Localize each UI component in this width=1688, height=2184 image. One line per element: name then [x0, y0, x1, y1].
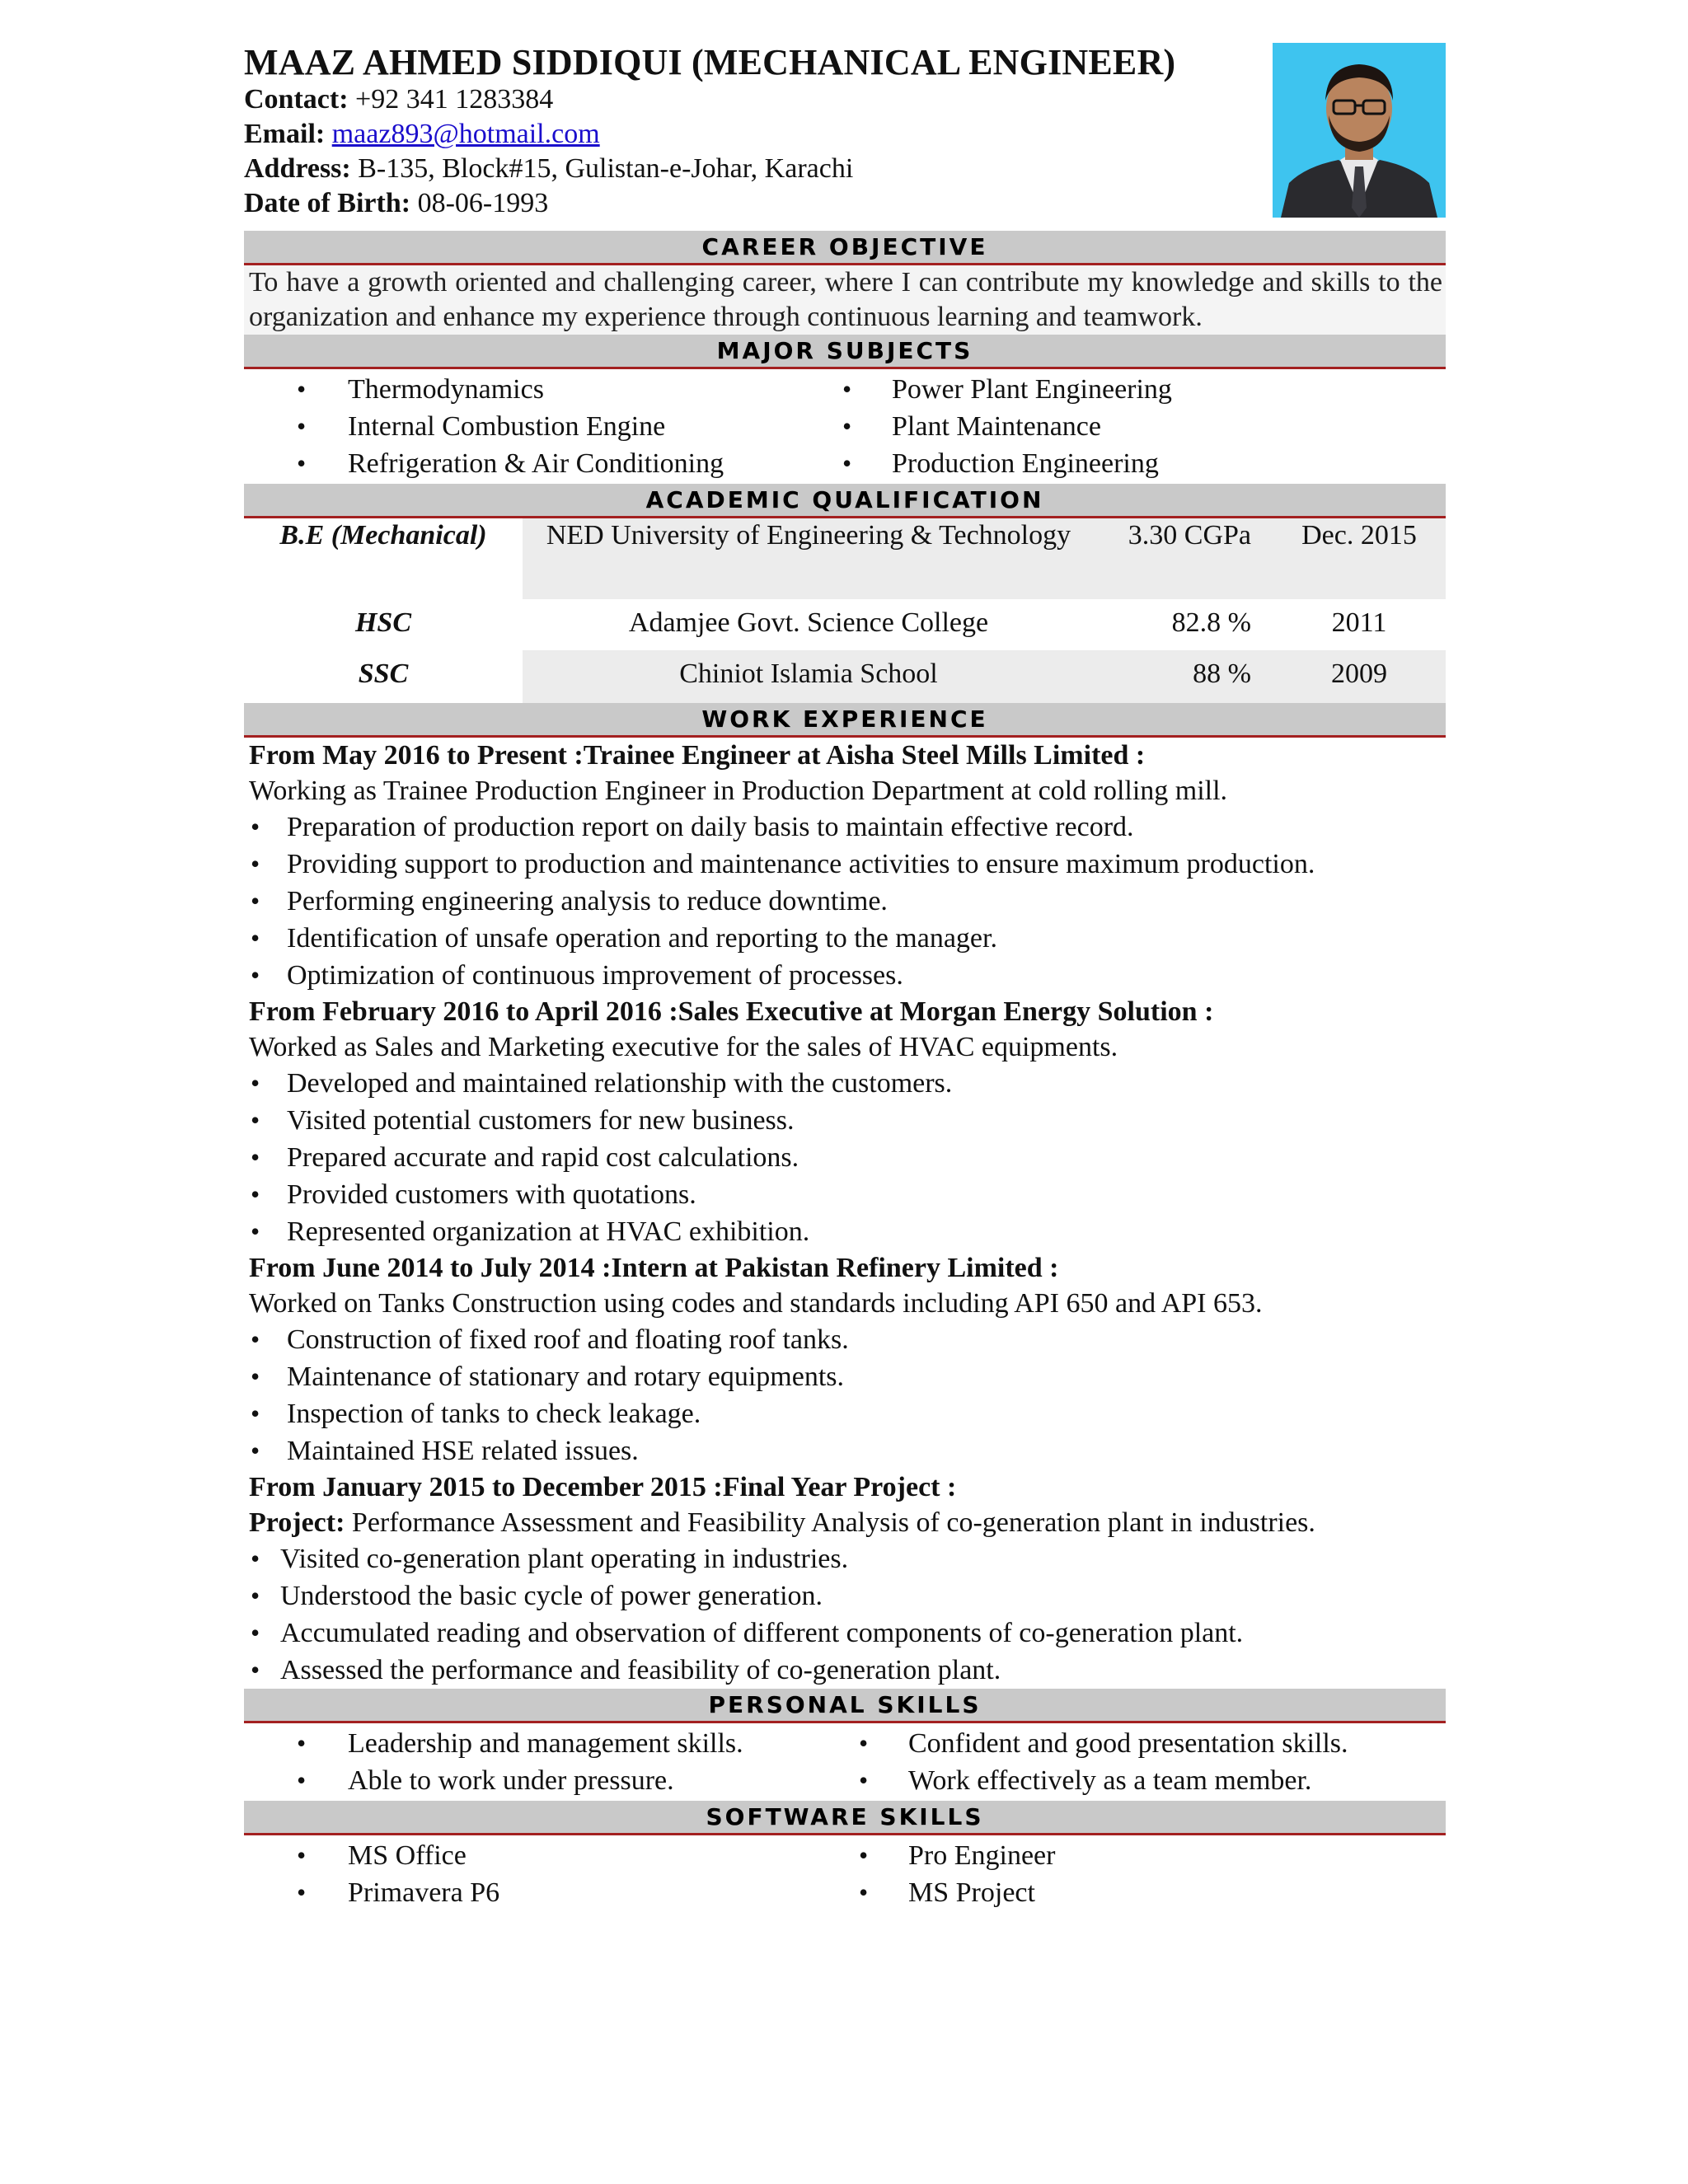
list-item: • Internal Combustion Engine: [244, 408, 837, 445]
profile-photo: [1273, 43, 1446, 218]
list-item: • Assessed the performance and feasibility of co-generation plant.: [249, 1652, 1446, 1689]
personal-skills-left: [244, 1725, 854, 1799]
list-item: • Represented organization at HVAC exhibition.: [249, 1213, 1446, 1250]
job-title: From May 2016 to Present :Trainee Engineer at Aisha Steel Mills Limited :: [249, 740, 1146, 771]
list-item: • Thermodynamics: [244, 371, 837, 408]
software-skills-right: [854, 1837, 1446, 1911]
subjects-right-column: [837, 371, 1446, 482]
degree-cell: SSC: [358, 658, 409, 689]
section-work-experience: WORK EXPERIENCE: [244, 703, 1446, 738]
degree-cell: HSC: [354, 607, 412, 638]
list-item: • Confident and good presentation skills.: [854, 1725, 1446, 1762]
year-cell: 2009: [1273, 650, 1446, 703]
job-title: From January 2015 to December 2015 :Final Year Project :: [249, 1472, 957, 1502]
list-item: • Power Plant Engineering: [837, 371, 1446, 408]
personal-skills-list: [244, 1723, 1446, 1801]
job-description: [249, 1506, 1446, 1540]
list-item: • MS Office: [244, 1837, 854, 1874]
address-value: B-135, Block#15, Gulistan-e-Johar, Karachi: [350, 153, 854, 184]
job-bullets: [249, 1540, 1446, 1689]
list-item: • Accumulated reading and observation of different components of co-generation plant.: [249, 1615, 1446, 1652]
work-experience-list: [244, 738, 1446, 1689]
email-label: Email:: [244, 119, 326, 149]
list-item: • Inspection of tanks to check leakage.: [249, 1395, 1446, 1432]
project-label: Project:: [249, 1507, 345, 1538]
job-bullets: [249, 808, 1446, 994]
section-career-objective: CAREER OBJECTIVE: [244, 231, 1446, 265]
resume-page: [244, 43, 1446, 1913]
job-title: From February 2016 to April 2016 :Sales Executive at Morgan Energy Solution :: [249, 996, 1214, 1027]
email-line: [244, 117, 1446, 152]
section-academic-qualification: ACADEMIC QUALIFICATION: [244, 484, 1446, 518]
list-item: • Leadership and management skills.: [244, 1725, 854, 1762]
list-item: • Provided customers with quotations.: [249, 1176, 1446, 1213]
list-item: • Understood the basic cycle of power generation.: [249, 1577, 1446, 1615]
grade-cell: 3.30 CGPa: [1095, 518, 1273, 599]
list-item: • Plant Maintenance: [837, 408, 1446, 445]
list-item: • Construction of fixed roof and floating roof tanks.: [249, 1321, 1446, 1358]
contact-value: +92 341 1283384: [348, 84, 554, 115]
subjects-list: [244, 369, 1446, 484]
list-item: • Primavera P6: [244, 1874, 854, 1911]
institute-cell: Chiniot Islamia School: [523, 650, 1095, 703]
list-item: • Preparation of production report on daily basis to maintain effective record.: [249, 808, 1446, 846]
job-bullets: [249, 1065, 1446, 1250]
list-item: • Identification of unsafe operation and reporting to the manager.: [249, 920, 1446, 957]
list-item: • Maintained HSE related issues.: [249, 1432, 1446, 1469]
section-major-subjects: MAJOR SUBJECTS: [244, 335, 1446, 369]
year-cell: 2011: [1331, 607, 1387, 638]
list-item: • Visited potential customers for new business.: [249, 1102, 1446, 1139]
list-item: • Work effectively as a team member.: [854, 1762, 1446, 1799]
job-title: From June 2014 to July 2014 :Intern at Pakistan Refinery Limited :: [249, 1253, 1059, 1283]
year-cell: Dec. 2015: [1273, 518, 1446, 599]
list-item: • Providing support to production and maintenance activities to ensure maximum production.: [249, 846, 1446, 883]
dob-value: 08-06-1993: [410, 188, 549, 218]
candidate-name: MAAZ AHMED SIDDIQUI (MECHANICAL ENGINEER): [244, 42, 1176, 82]
contact-line: [244, 82, 1446, 117]
list-item: • Pro Engineer: [854, 1837, 1446, 1874]
job-description: Working as Trainee Production Engineer in Production Department at cold rolling mill.: [249, 776, 1228, 806]
table-row: [244, 518, 1446, 599]
institute-cell: Adamjee Govt. Science College: [628, 607, 989, 638]
email-link[interactable]: maaz893@hotmail.com: [331, 119, 600, 149]
list-item: • Production Engineering: [837, 445, 1446, 482]
dob-label: Date of Birth:: [244, 188, 411, 218]
job-description: Worked on Tanks Construction using codes and standards including API 650 and API 653.: [249, 1288, 1263, 1319]
dob-line: [244, 186, 1446, 221]
resume-header: [244, 43, 1446, 231]
address-label: Address:: [244, 153, 351, 184]
institute-cell: NED University of Engineering & Technology: [523, 518, 1095, 599]
job-bullets: [249, 1321, 1446, 1469]
academic-table: [244, 518, 1446, 703]
subjects-left-column: [244, 371, 837, 482]
list-item: • Optimization of continuous improvement of processes.: [249, 957, 1446, 994]
grade-cell: 88 %: [1095, 650, 1273, 703]
contact-label: Contact:: [244, 84, 349, 115]
degree-cell: B.E (Mechanical): [279, 520, 487, 551]
list-item: • Performing engineering analysis to reduce downtime.: [249, 883, 1446, 920]
software-skills-left: [244, 1837, 854, 1911]
list-item: • Maintenance of stationary and rotary equipments.: [249, 1358, 1446, 1395]
list-item: • Visited co-generation plant operating in industries.: [249, 1540, 1446, 1577]
section-software-skills: SOFTWARE SKILLS: [244, 1801, 1446, 1835]
objective-text: To have a growth oriented and challenging career, where I can contribute my knowledge and skills to the organization and enhance my experience through continuous learning and teamwork.: [244, 265, 1446, 335]
job-description: Worked as Sales and Marketing executive for the sales of HVAC equipments.: [249, 1032, 1118, 1062]
list-item: • Able to work under pressure.: [244, 1762, 854, 1799]
table-row: [244, 599, 1446, 650]
list-item: • MS Project: [854, 1874, 1446, 1911]
list-item: • Refrigeration & Air Conditioning: [244, 445, 837, 482]
personal-skills-right: [854, 1725, 1446, 1799]
list-item: • Prepared accurate and rapid cost calculations.: [249, 1139, 1446, 1176]
address-line: [244, 152, 1446, 186]
list-item: • Developed and maintained relationship with the customers.: [249, 1065, 1446, 1102]
section-personal-skills: PERSONAL SKILLS: [244, 1689, 1446, 1723]
grade-cell: 82.8 %: [1171, 607, 1251, 638]
software-skills-list: [244, 1835, 1446, 1913]
project-text: Performance Assessment and Feasibility Analysis of co-generation plant in industries.: [345, 1507, 1315, 1538]
table-row: [244, 650, 1446, 703]
